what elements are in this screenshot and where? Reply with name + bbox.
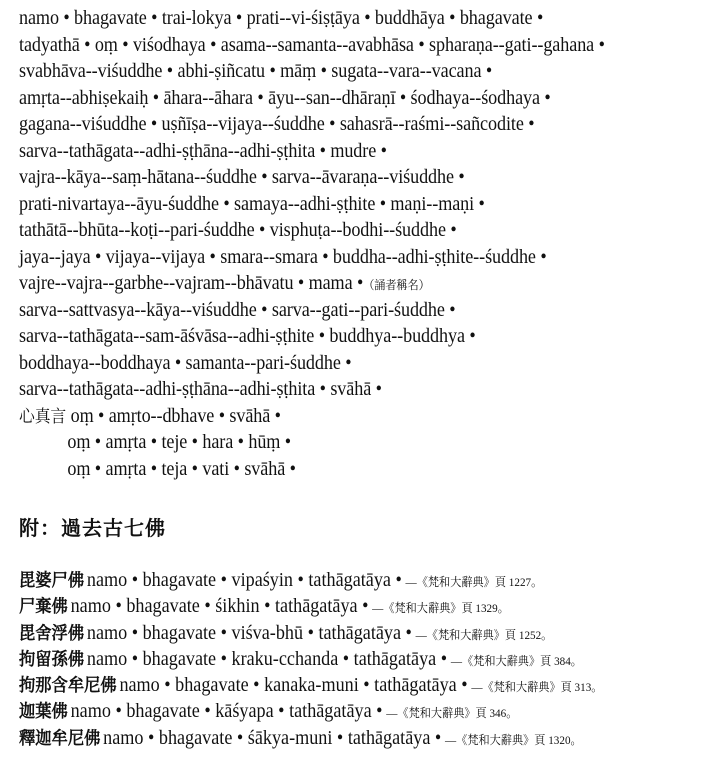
- dictionary-reference: —《梵和大辭典》頁 346。: [386, 706, 518, 721]
- mantra-line-text: vajre--vajra--garbhe--vajram--bhāvatu • mama •: [19, 273, 364, 294]
- dictionary-reference: —《梵和大辭典》頁 1252。: [415, 627, 553, 642]
- buddha-mantra: namo • bhagavate • śikhin • tathāgatāya •: [70, 596, 369, 618]
- mantra-line: tathātā--bhūta--koṭi--pari-śuddhe • visphuṭa--bodhi--śuddhe •: [19, 220, 457, 241]
- buddha-name: 毘舍浮佛: [19, 623, 85, 644]
- heart-mantra-line: oṃ • amṛta • teje • hara • hūṃ •: [67, 432, 292, 453]
- seven-buddhas-list: [19, 568, 703, 752]
- mantra-line: tadyathā • oṃ • viśodhaya • asama--samanta--avabhāsa • spharaṇa--gati--gahana •: [19, 34, 605, 56]
- buddha-entry: [19, 568, 655, 594]
- mantra-text-block: [19, 6, 703, 483]
- buddha-entry: [19, 647, 655, 673]
- mantra-line: prati-nivartaya--āyu-śuddhe • samaya--adhi-ṣṭhite • maṇi--maṇi •: [19, 193, 485, 215]
- buddha-mantra: namo • bhagavate • śākya-muni • tathāgatāya •: [103, 727, 442, 749]
- dictionary-reference: —《梵和大辭典》頁 313。: [471, 680, 603, 695]
- buddha-name: 迦葉佛: [19, 702, 68, 723]
- mantra-line: svabhāva--viśuddhe • abhi-ṣiñcatu • māṃ • sugata--vara--vacana •: [19, 61, 493, 82]
- buddha-name: 拘那含牟尼佛: [19, 676, 117, 697]
- buddha-name: 毘婆尸佛: [19, 571, 85, 591]
- mantra-line: boddhaya--boddhaya • samanta--pari-śuddhe •: [19, 352, 352, 374]
- buddha-entry: [19, 726, 655, 752]
- heart-mantra-label: 心真言: [19, 406, 67, 426]
- mantra-line: namo • bhagavate • trai-lokya • prati--vi-śiṣṭāya • buddhāya • bhagavate •: [19, 8, 544, 29]
- mantra-line: vajra--kāya--saṃ-hātana--śuddhe • sarva--āvaraṇa--viśuddhe •: [19, 167, 465, 188]
- mantra-line: sarva--tathāgata--adhi-ṣṭhāna--adhi-ṣṭhita • svāhā •: [19, 379, 382, 400]
- recite-name-note: （誦者稱名）: [363, 278, 430, 292]
- mantra-line: jaya--jaya • vijaya--vijaya • smara--smara • buddha--adhi-ṣṭhite--śuddhe •: [19, 246, 547, 268]
- buddha-entry: [19, 594, 655, 620]
- buddha-mantra: namo • bhagavate • kanaka-muni • tathāgatāya •: [119, 675, 468, 697]
- heart-mantra-line: oṃ • amṛta • teja • vati • svāhā •: [67, 458, 296, 480]
- buddha-name: 拘留孫佛: [19, 649, 85, 670]
- buddha-name: 釋迦牟尼佛: [19, 728, 101, 749]
- appendix-heading: 附：過去古七佛: [19, 516, 166, 540]
- buddha-mantra: namo • bhagavate • vipaśyin • tathāgatāya •: [86, 570, 402, 591]
- mantra-line: gagana--viśuddhe • uṣñīṣa--vijaya--śuddhe • sahasrā--raśmi--sañcodite •: [19, 114, 535, 135]
- dictionary-reference: —《梵和大辭典》頁 1227。: [405, 575, 543, 589]
- mantra-line: sarva--tathāgata--sam-āśvāsa--adhi-ṣṭhite • buddhya--buddhya •: [19, 326, 476, 347]
- buddha-entry: [19, 673, 655, 699]
- heart-mantra-line: [19, 404, 655, 431]
- mantra-line: sarva--tathāgata--adhi-ṣṭhāna--adhi-ṣṭhita • mudre •: [19, 140, 387, 162]
- dictionary-reference: —《梵和大辭典》頁 384。: [450, 653, 582, 668]
- dictionary-reference: —《梵和大辭典》頁 1329。: [372, 601, 509, 616]
- dictionary-reference: —《梵和大辭典》頁 1320。: [444, 732, 582, 747]
- buddha-name: 尸棄佛: [19, 597, 68, 618]
- heart-mantra-text: oṃ • amṛto--dbhave • svāhā •: [70, 405, 281, 427]
- mantra-line-with-note: [19, 271, 655, 298]
- buddha-mantra: namo • bhagavate • kāśyapa • tathāgatāya •: [70, 701, 383, 723]
- buddha-mantra: namo • bhagavate • viśva-bhū • tathāgatāya •: [86, 622, 412, 644]
- buddha-entry: [19, 621, 655, 647]
- buddha-entry: [19, 699, 655, 725]
- buddha-mantra: namo • bhagavate • kraku-cchanda • tathāgatāya •: [86, 648, 448, 670]
- mantra-line: sarva--sattvasya--kāya--viśuddhe • sarva--gati--pari-śuddhe •: [19, 299, 456, 321]
- mantra-line: amṛta--abhiṣekaiḥ • āhara--āhara • āyu--san--dhāraṇī • śodhaya--śodhaya •: [19, 87, 551, 109]
